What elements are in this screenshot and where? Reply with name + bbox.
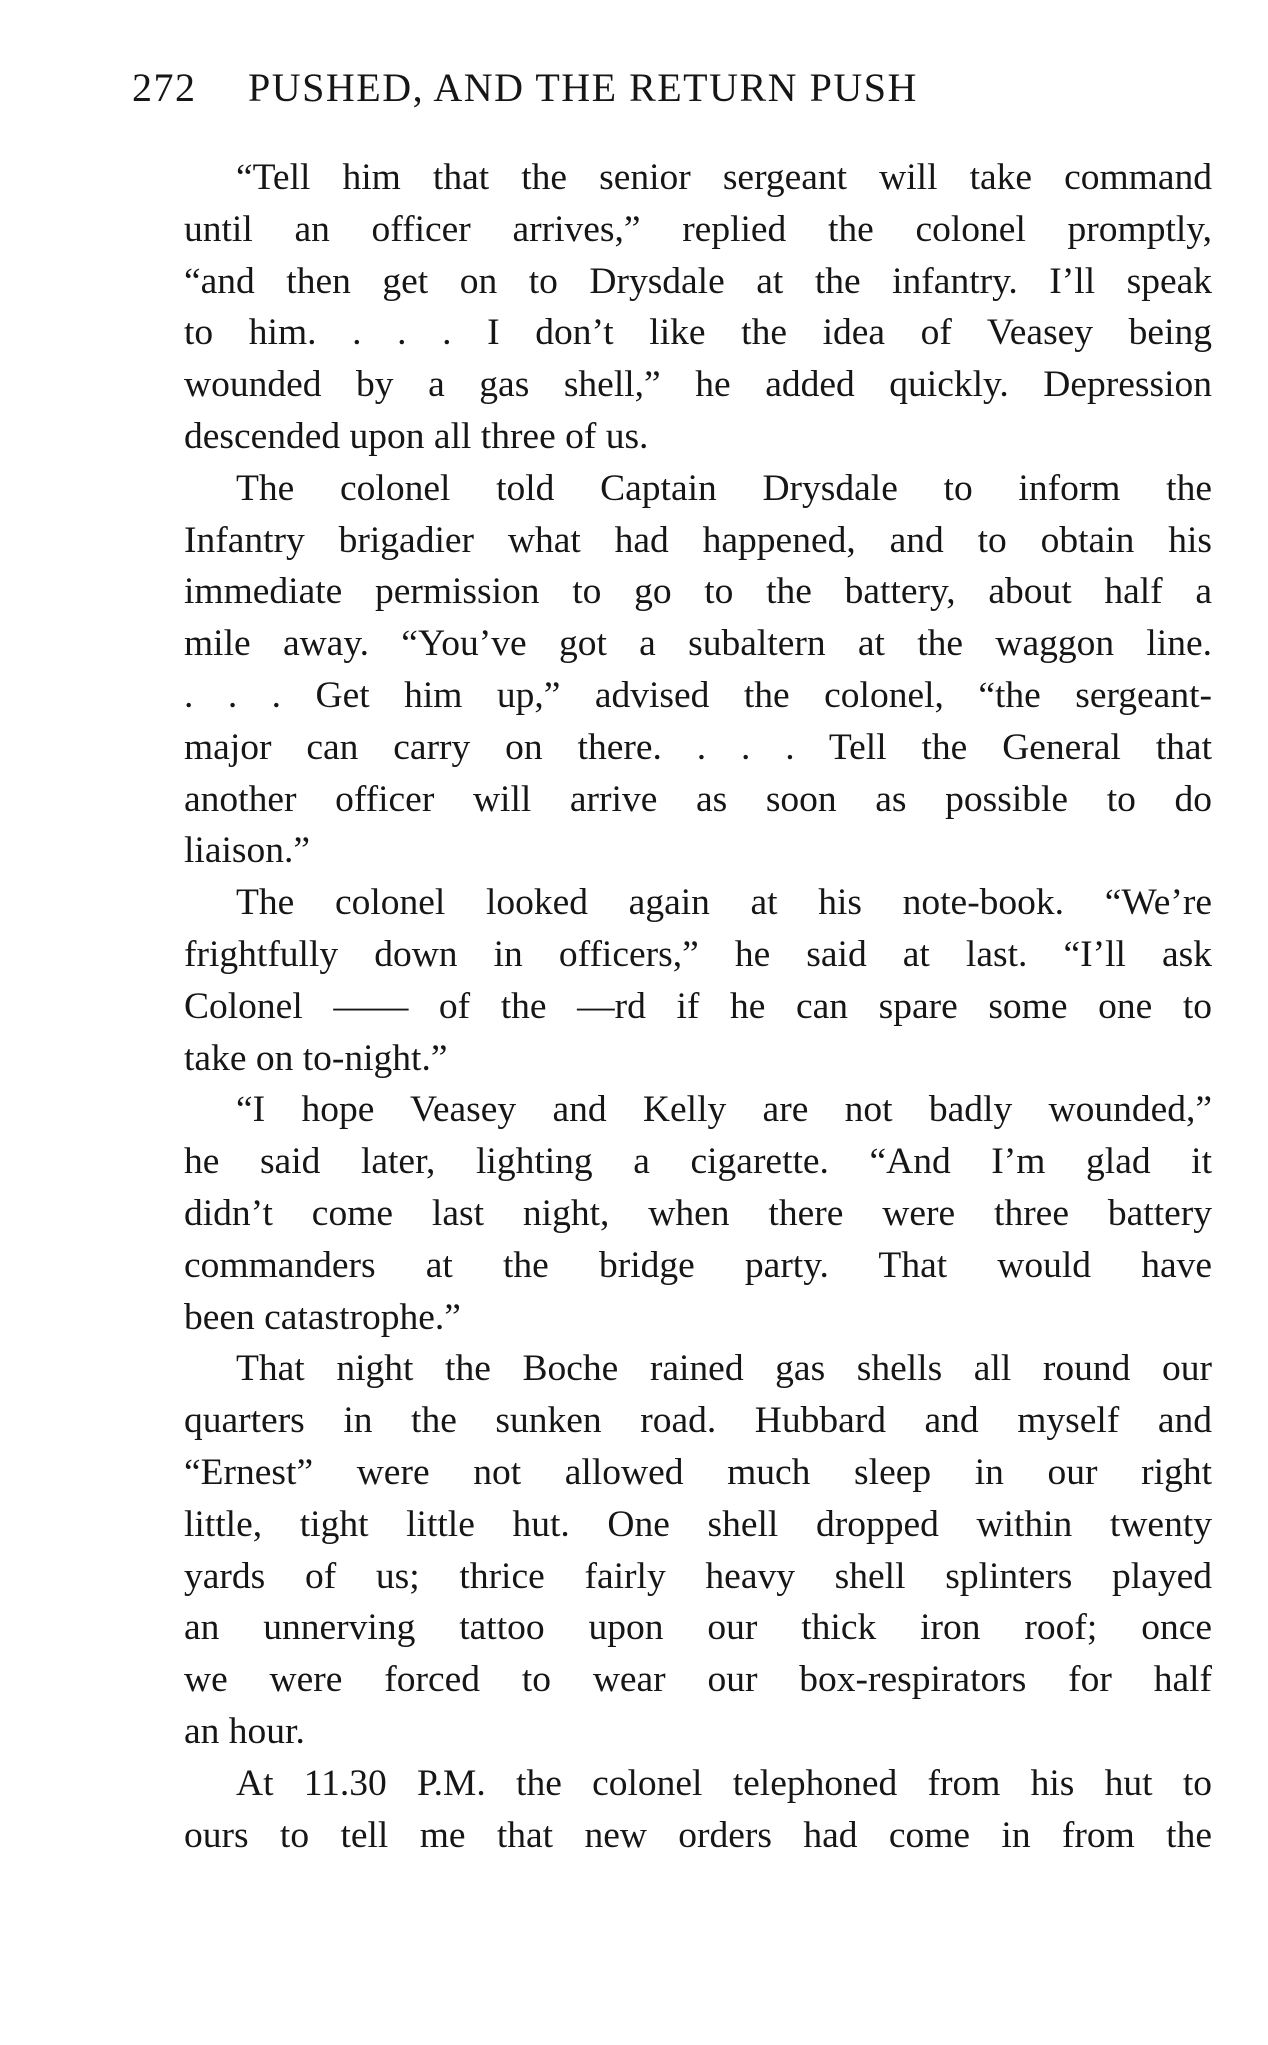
- paragraph: [132, 463, 1212, 877]
- text-line: quarters in the sunken road. Hubbard and myself and: [184, 1400, 1212, 1442]
- text-line: “I hope Veasey and Kelly are not badly wounded,”: [236, 1089, 1212, 1131]
- text-line: been catastrophe.”: [184, 1296, 461, 1338]
- paragraph: [132, 1084, 1212, 1343]
- text-line: he said later, lighting a cigarette. “And I’m glad it: [184, 1141, 1212, 1183]
- text-line: until an officer arrives,” replied the colonel promptly,: [184, 208, 1212, 250]
- text-line: to him. . . . I don’t like the idea of Veasey being: [184, 312, 1212, 354]
- text-line: another officer will arrive as soon as possible to do: [184, 778, 1212, 820]
- paragraph: [132, 1343, 1212, 1757]
- paragraph: [132, 877, 1212, 1084]
- text-line: liaison.”: [184, 830, 311, 872]
- page-number: 272: [132, 65, 197, 110]
- paragraph: [132, 1758, 1212, 1862]
- text-line: . . . Get him up,” advised the colonel, “the sergeant-: [184, 674, 1212, 716]
- text-line: descended upon all three of us.: [184, 415, 649, 457]
- running-title: PUSHED, AND THE RETURN PUSH: [248, 65, 918, 110]
- text-line: frightfully down in officers,” he said at last. “I’ll ask: [184, 933, 1212, 975]
- text-line: didn’t come last night, when there were three battery: [184, 1192, 1212, 1234]
- text-line: an hour.: [184, 1710, 305, 1752]
- book-page: [132, 58, 1212, 1861]
- body-text: [132, 152, 1212, 1861]
- text-line: Colonel —— of the —rd if he can spare some one to: [184, 985, 1212, 1027]
- text-line: Infantry brigadier what had happened, and to obtain his: [184, 519, 1212, 561]
- text-line: “Tell him that the senior sergeant will take command: [236, 157, 1212, 198]
- text-line: immediate permission to go to the battery, about half a: [184, 571, 1212, 613]
- text-line: At 11.30 P.M. the colonel telephoned from his hut to: [236, 1762, 1212, 1804]
- running-head: [132, 58, 1212, 124]
- text-line: yards of us; thrice fairly heavy shell splinters played: [184, 1555, 1212, 1597]
- text-line: major can carry on there. . . . Tell the General that: [184, 726, 1212, 768]
- text-line: ours to tell me that new orders had come in from the: [184, 1814, 1212, 1856]
- text-line: The colonel told Captain Drysdale to inform the: [236, 467, 1212, 509]
- text-line: “and then get on to Drysdale at the infantry. I’ll speak: [184, 260, 1212, 302]
- text-line: we were forced to wear our box-respirators for half: [184, 1659, 1212, 1701]
- paragraph: [132, 152, 1212, 463]
- text-line: wounded by a gas shell,” he added quickly. Depression: [184, 364, 1212, 406]
- text-line: “Ernest” were not allowed much sleep in our right: [184, 1451, 1212, 1493]
- text-line: commanders at the bridge party. That would have: [184, 1244, 1212, 1286]
- text-line: little, tight little hut. One shell dropped within twenty: [184, 1503, 1212, 1545]
- text-line: take on to-night.”: [184, 1037, 448, 1079]
- text-line: mile away. “You’ve got a subaltern at the waggon line.: [184, 623, 1212, 665]
- text-line: an unnerving tattoo upon our thick iron roof; once: [184, 1607, 1212, 1649]
- text-line: That night the Boche rained gas shells all round our: [236, 1348, 1212, 1390]
- text-line: The colonel looked again at his note-book. “We’re: [236, 882, 1212, 924]
